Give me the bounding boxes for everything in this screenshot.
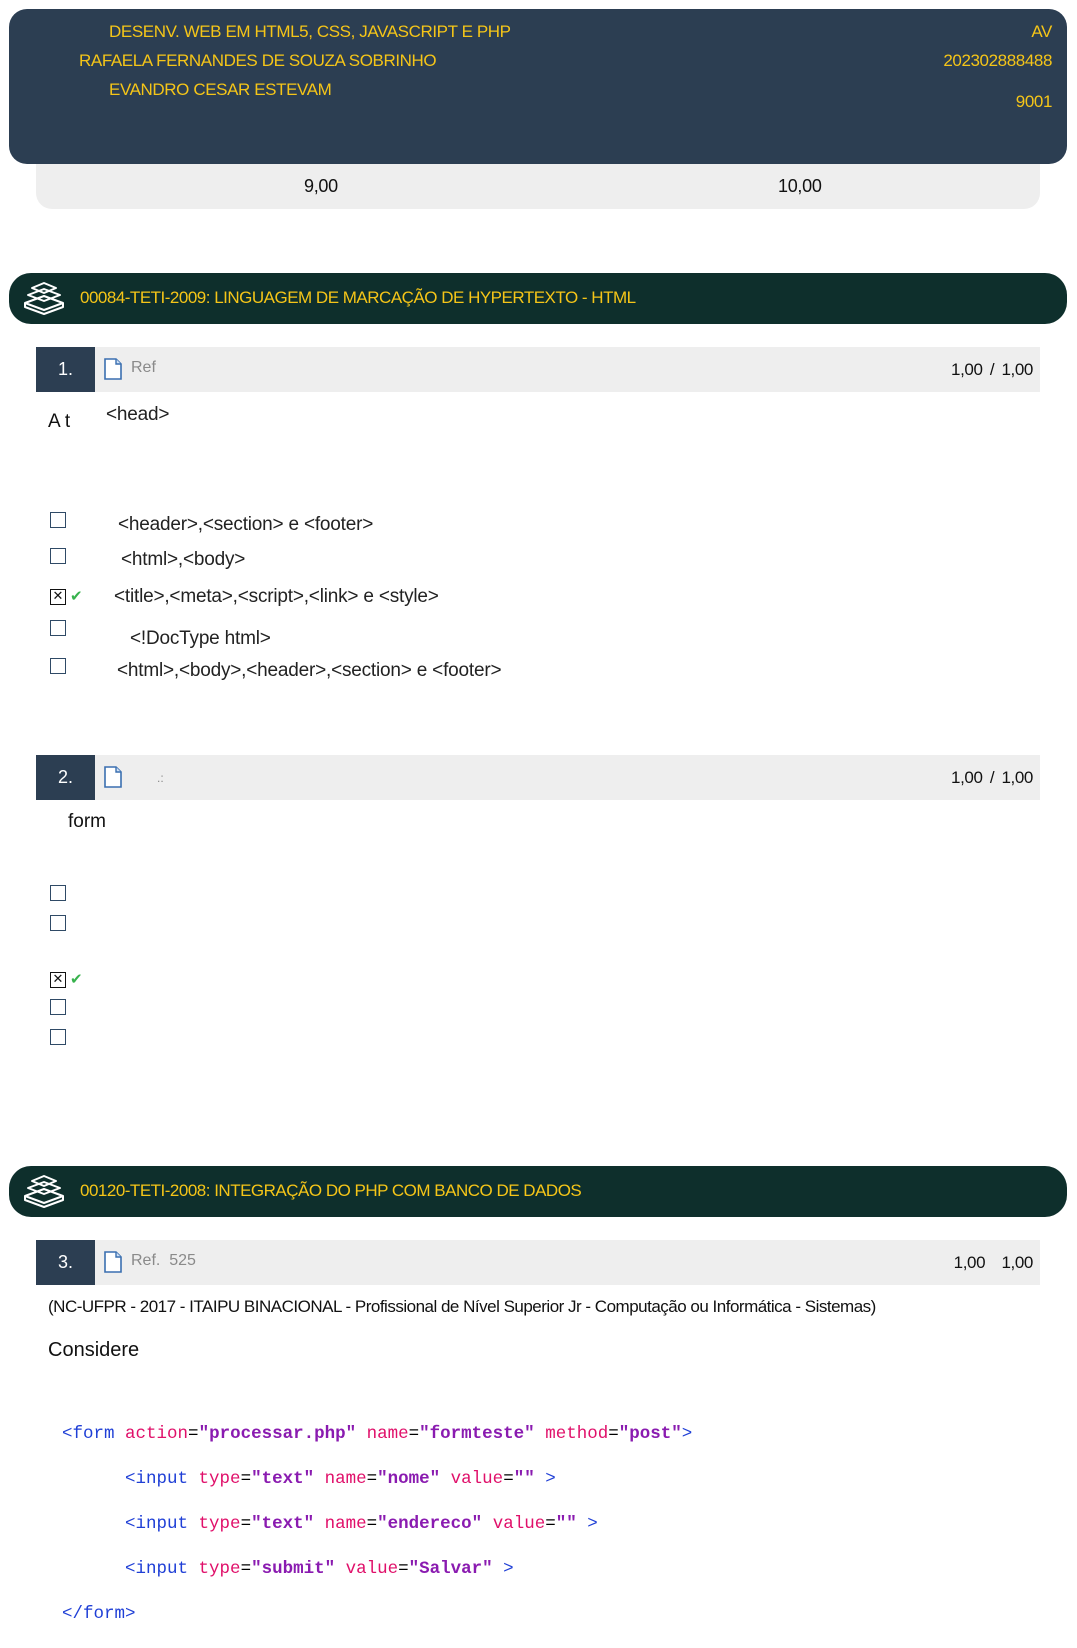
code-line: </form> xyxy=(62,1603,136,1624)
exam-header xyxy=(9,9,1067,164)
code-line: <input type="submit" value="Salvar" > xyxy=(125,1558,514,1579)
code-snippet xyxy=(62,1400,692,1648)
score-earned: 1,00 xyxy=(951,768,983,787)
score-total: 1,00 xyxy=(1001,360,1033,379)
course-name: DESENV. WEB EM HTML5, CSS, JAVASCRIPT E PHP xyxy=(109,22,511,41)
option-text: <!DocType html> xyxy=(130,628,271,649)
code-line: <form action="processar.php" name="formteste" method="post"> xyxy=(62,1423,693,1444)
option-text: <title>,<meta>,<script>,<link> e <style> xyxy=(114,586,439,607)
section-title: 00120-TETI-2008: INTEGRAÇÃO DO PHP COM BANCO DE DADOS xyxy=(80,1181,582,1200)
question-score xyxy=(954,1253,1033,1273)
question-number: 1. xyxy=(36,347,95,392)
question-number: 2. xyxy=(36,755,95,800)
section-banner xyxy=(9,273,1067,324)
question-stem: form xyxy=(68,811,106,832)
score-total: 1,00 xyxy=(1001,768,1033,787)
question-stem: Considere xyxy=(48,1339,140,1361)
document-icon[interactable] xyxy=(104,358,122,380)
score-separator: / xyxy=(989,768,995,787)
question-score xyxy=(951,360,1033,380)
grade-value: 9,00 xyxy=(304,176,338,196)
class-code: 9001 xyxy=(1015,92,1052,111)
question-stem: A t xyxy=(48,411,71,432)
registration-number: 202302888488 xyxy=(943,51,1052,70)
score-earned: 1,00 xyxy=(953,1253,986,1272)
exam-type: AV xyxy=(1031,22,1052,41)
option-checkbox-checked[interactable]: ✕ xyxy=(50,972,66,988)
document-icon[interactable] xyxy=(104,1251,122,1273)
score-earned: 1,00 xyxy=(951,360,983,379)
option-checkbox[interactable] xyxy=(50,658,66,674)
section-title: 00084-TETI-2009: LINGUAGEM DE MARCAÇÃO DE HYPERTEXTO - HTML xyxy=(80,288,636,307)
option-text: <html>,<body>,<header>,<section> e <footer> xyxy=(117,660,502,681)
correct-check-icon: ✔ xyxy=(70,587,83,605)
teacher-name: EVANDRO CESAR ESTEVAM xyxy=(109,80,332,99)
question-ref: Ref. 525 xyxy=(131,1252,196,1269)
question-source: (NC-UFPR - 2017 - ITAIPU BINACIONAL - Profissional de Nível Superior Jr - Computação ou Informática - Sistemas) xyxy=(48,1297,876,1316)
books-icon xyxy=(22,281,66,315)
option-checkbox[interactable] xyxy=(50,620,66,636)
document-icon[interactable] xyxy=(104,766,122,788)
option-checkbox[interactable] xyxy=(50,999,66,1015)
question-header xyxy=(36,1240,1040,1285)
option-checkbox[interactable] xyxy=(50,512,66,528)
books-icon xyxy=(22,1174,66,1208)
question-number: 3. xyxy=(36,1240,95,1285)
question-score xyxy=(951,768,1033,788)
option-checkbox[interactable] xyxy=(50,548,66,564)
score-total: 1,00 xyxy=(1001,1253,1033,1272)
question-ref: Ref xyxy=(131,359,156,376)
question-ref: .: xyxy=(157,771,164,785)
option-checkbox-checked[interactable]: ✕ xyxy=(50,589,66,605)
option-text: <html>,<body> xyxy=(121,549,246,570)
option-checkbox[interactable] xyxy=(50,1029,66,1045)
option-checkbox[interactable] xyxy=(50,885,66,901)
option-text: <header>,<section> e <footer> xyxy=(118,514,374,535)
question-header xyxy=(36,347,1040,392)
student-name: RAFAELA FERNANDES DE SOUZA SOBRINHO xyxy=(79,51,437,70)
question-stem-tag: <head> xyxy=(106,404,170,425)
option-checkbox[interactable] xyxy=(50,915,66,931)
score-separator: / xyxy=(989,360,995,379)
score-bar xyxy=(36,164,1040,209)
code-line: <input type="text" name="endereco" value="" > xyxy=(125,1513,598,1534)
code-line: <input type="text" name="nome" value="" > xyxy=(125,1468,556,1489)
correct-check-icon: ✔ xyxy=(70,970,83,988)
section-banner xyxy=(9,1166,1067,1217)
question-header xyxy=(36,755,1040,800)
max-grade-value: 10,00 xyxy=(778,176,822,196)
